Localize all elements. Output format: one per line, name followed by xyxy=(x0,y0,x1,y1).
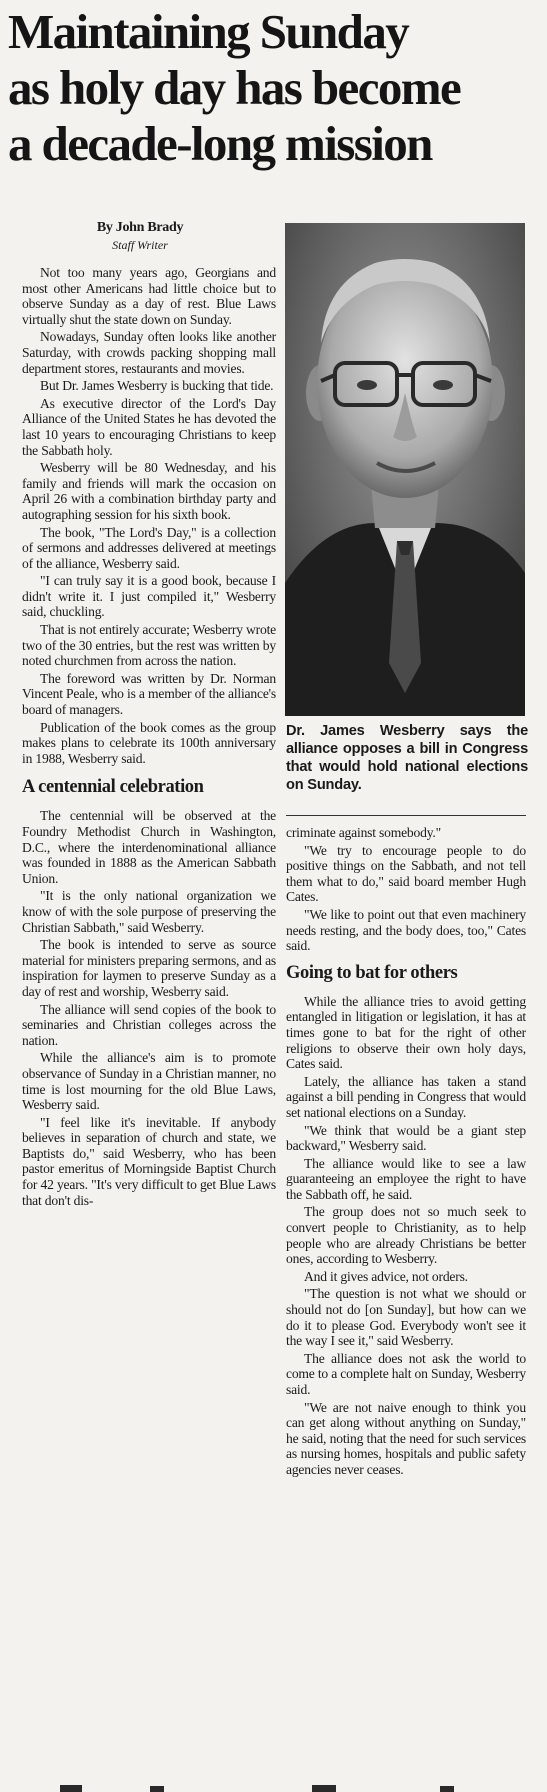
paragraph: Not too many years ago, Georgians and most other Americans had little choice but to observe Sunday as a day of rest. Blue Laws virtually shut the state down on Sunday. xyxy=(22,265,276,327)
paragraph: "We think that would be a giant step backward," Wesberry said. xyxy=(286,1122,526,1154)
paragraph: "We like to point out that even machinery needs resting, and the body does, too," Cates said. xyxy=(286,906,526,954)
paragraph: The foreword was written by Dr. Norman Vincent Peale, who is a member of the alliance's board of managers. xyxy=(22,670,276,718)
paragraph: "I feel like it's inevitable. If anybody believes in separation of church and state, we Baptists do," said Wesberry, who has been pastor emeritus of Morningside Baptist Church for 42 years. "It's very difficult to get Blue Laws that don't dis- xyxy=(22,1114,276,1208)
paragraph: "The question is not what we should or should not do [on Sunday], but how can we do it to please God. Everybody won't see it the way I see it," said Wesberry. xyxy=(286,1286,526,1349)
subhead-centennial: A centennial celebration xyxy=(22,777,204,798)
article-column-right xyxy=(286,825,526,1480)
subhead-going-to-bat: Going to bat for others xyxy=(286,962,458,983)
paragraph: "I can truly say it is a good book, because I didn't write it. I just compiled it," Wesberry said, chuckling. xyxy=(22,573,276,620)
headline-line-3: a decade-long mission xyxy=(8,116,432,171)
photo-caption: Dr. James Wesberry says the alliance opposes a bill in Congress that would hold national elections on Sunday. xyxy=(286,723,528,793)
paragraph: Wesberry will be 80 Wednesday, and his family and friends will mark the occasion on April 26 with a combination birthday party and autographing session for his sixth book. xyxy=(22,460,276,522)
clipped-next-headline-fragment xyxy=(0,1775,547,1792)
byline-name: By John Brady xyxy=(96,220,184,235)
headline xyxy=(8,4,538,172)
paragraph: And it gives advice, not orders. xyxy=(304,1268,468,1284)
paragraph: Lately, the alliance has taken a stand against a bill pending in Congress that would set national elections on a Sunday. xyxy=(286,1073,526,1120)
byline xyxy=(45,220,235,253)
article-column-left xyxy=(22,265,276,1210)
paragraph: But Dr. James Wesberry is bucking that tide. xyxy=(40,378,274,394)
paragraph: While the alliance tries to avoid getting entangled in litigation or legislation, it has at times gone to bat for the right of other religions to observe their own holy days, Cates said. xyxy=(286,993,526,1072)
portrait-photo xyxy=(285,223,525,716)
paragraph: Publication of the book comes as the group makes plans to celebrate its 100th anniversary in 1988, Wesberry said. xyxy=(22,719,276,766)
paragraph: "It is the only national organization we know of with the sole purpose of preserving the Christian Sabbath," said Wesberry. xyxy=(22,888,276,935)
paragraph: As executive director of the Lord's Day Alliance of the United States he has devoted the last 10 years to encouraging Christians to keep the Sabbath holy. xyxy=(22,395,276,458)
paragraph: While the alliance's aim is to promote observance of Sunday in a Christian manner, no time is lost mourning for the old Blue Laws, Wesberry said. xyxy=(22,1050,276,1113)
paragraph: "We are not naive enough to think you can get along without anything on Sunday," he said, noting that the need for such services as nursing homes, hospitals and public safety agencies never ceases. xyxy=(286,1399,526,1477)
paragraph: Nowadays, Sunday often looks like another Saturday, with crowds packing shopping mall department stores, restaurants and movies. xyxy=(22,329,276,376)
paragraph: The alliance will send copies of the book to seminaries and Christian colleges across the nation. xyxy=(22,1001,276,1048)
byline-role: Staff Writer xyxy=(112,238,168,252)
paragraph: "We try to encourage people to do positive things on the Sabbath, and not tell them what to do," said board member Hugh Cates. xyxy=(286,842,526,905)
caption-divider xyxy=(286,815,526,816)
paragraph: The group does not so much seek to convert people to Christianity, as to help people who are already Christians be better ones, according to Wesberry. xyxy=(286,1204,526,1267)
paragraph: The centennial will be observed at the Foundry Methodist Church in Washington, D.C., where the interdenominational alliance was founded in 1888 as the American Sabbath Union. xyxy=(22,808,276,886)
paragraph: The alliance would like to see a law guaranteeing an employee the right to have the Sabbath off, he said. xyxy=(286,1155,526,1202)
paragraph: The alliance does not ask the world to come to a complete halt on Sunday, Wesberry said. xyxy=(286,1350,526,1397)
headline-line-2: as holy day has become xyxy=(8,60,461,115)
paragraph: The book, "The Lord's Day," is a collection of sermons and addresses delivered at meetings of the alliance, Wesberry said. xyxy=(22,524,276,571)
portrait-illustration xyxy=(285,223,525,716)
paragraph: That is not entirely accurate; Wesberry wrote two of the 30 entries, but the rest was written by noted churchmen from across the nation. xyxy=(22,622,276,669)
headline-line-1: Maintaining Sunday xyxy=(8,4,409,59)
paragraph-continued: criminate against somebody." xyxy=(286,825,441,840)
paragraph: The book is intended to serve as source material for ministers preparing sermons, and as inspiration for laymen to preserve Sunday as a day of rest and worship, Wesberry said. xyxy=(22,937,276,999)
